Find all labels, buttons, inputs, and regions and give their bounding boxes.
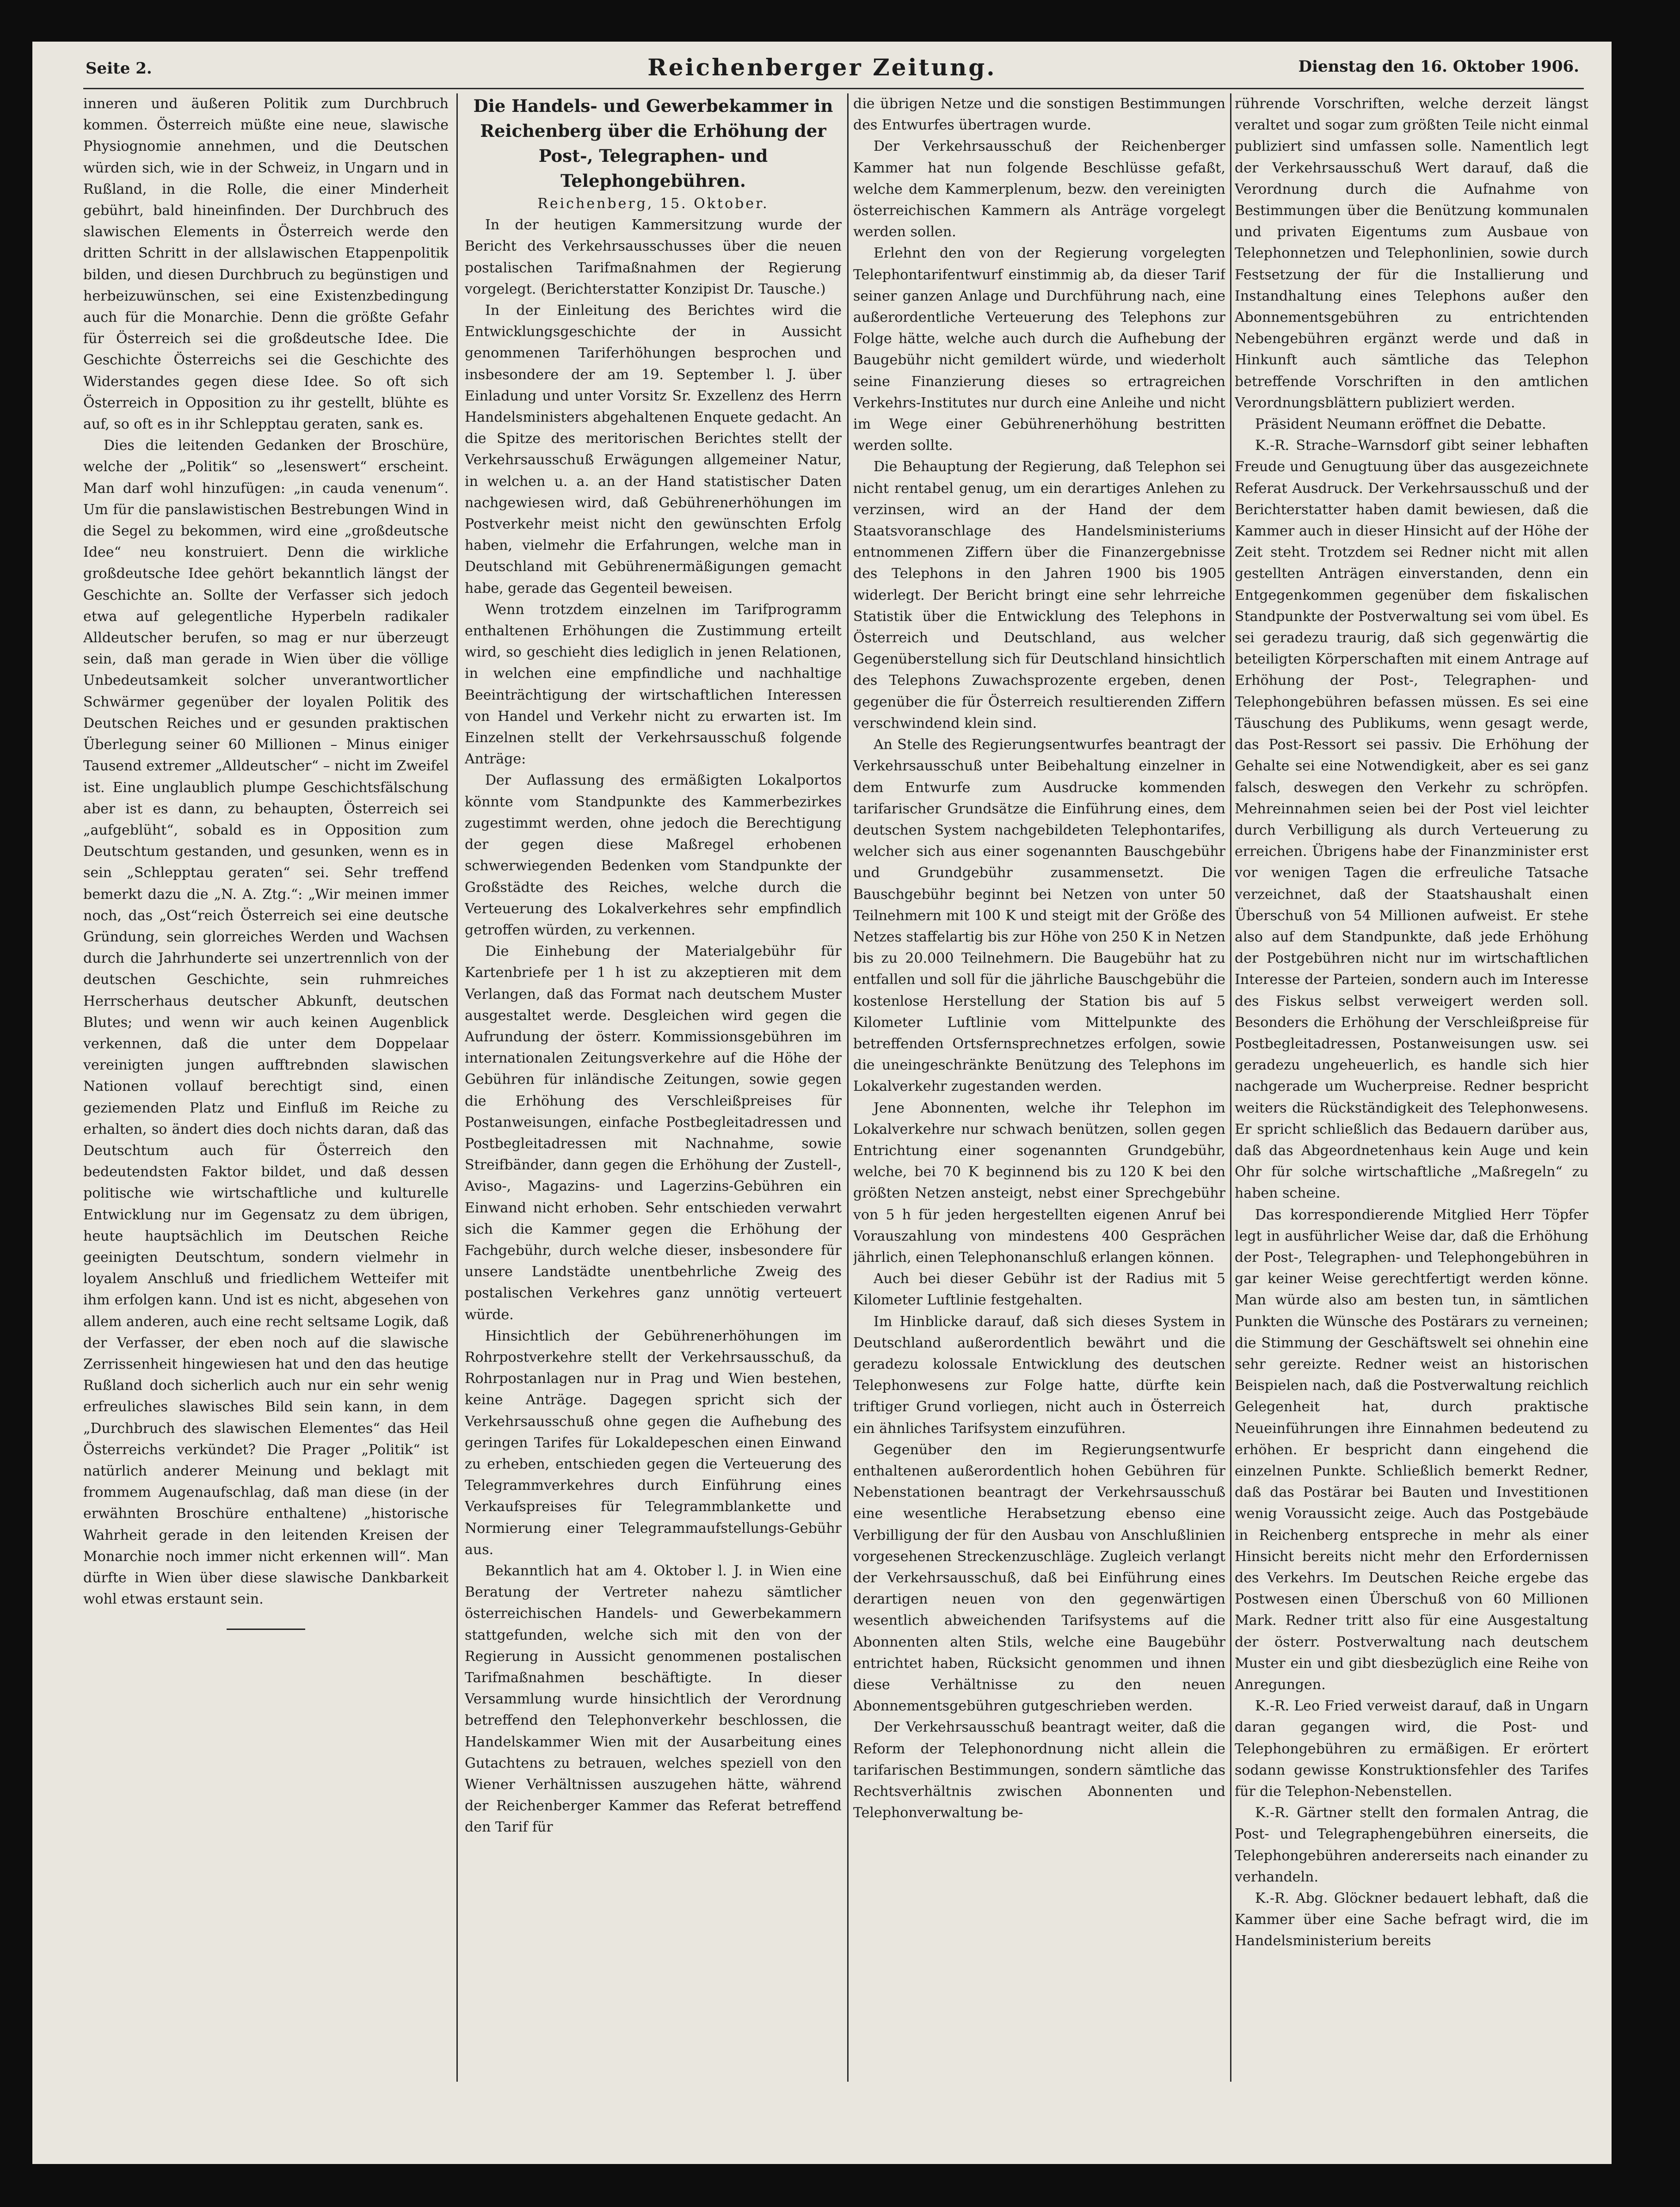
paragraph: An Stelle des Regierungsentwurfes beantragt der Verkehrsausschuß unter Beibehaltung einzelner in dem Entwurfe zum Ausdrucke kommenden tarifarischer Grundsätze die Einführung eines, dem deutschen System nachgebildeten Telephontarifes, welcher sich aus einer sogenannten Bauschgebühr und Grundgebühr zusammensetzt. Die Bauschgebühr beginnt bei Netzen von unter 50 Teilnehmern mit 100 K und steigt mit der Größe des Netzes staffelartig bis zur Höhe von 250 K in Netzen bis zu 20.000 Teilnehmern. Die Baugebühr hat zu entfallen und soll für die jährliche Bauschgebühr die kostenlose Herstellung der Station bis auf 5 Kilometer Luftlinie vom Mittelpunkte des betreffenden Ortsfernsprechnetzes erfolgen, sowie die uneingeschränkte Benützung des Telephons im Lokalverkehr zugestanden werden. <box>853 737 1225 1095</box>
column-1 <box>83 93 449 2146</box>
paragraph: Der Auflassung des ermäßigten Lokalportos könnte vom Standpunkte des Kammerbezirkes zugestimmt werden, ohne jedoch die Berechtigung der gegen diese Maßregel erhobenen schwerwiegenden Bedenken vom Standpunkte der Großstädte des Reiches, welche durch die Verteuerung des Lokalverkehres sehr empfindlich getroffen würden, zu verkennen. <box>465 772 842 938</box>
paragraph: Hinsichtlich der Gebührenerhöhungen im Rohrpostverkehre stellt der Verkehrsausschuß, da Rohrpostanlagen nur in Prag und Wien bestehen, keine Anträge. Dagegen spricht sich der Verkehrsausschuß ohne gegen die Aufhebung des geringen Tarifes für Lokaldepeschen einen Einwand zu erheben, entschieden gegen die Verteuerung des Telegrammverkehres durch Einführung eines Verkaufspreises für Telegrammblankette und Normierung einer Telegrammaufstellungs-Gebühr aus. <box>465 1328 842 1558</box>
masthead: Reichenberger Zeitung. <box>647 54 997 81</box>
paragraph: Gegenüber den im Regierungsentwurfe enthaltenen außerordentlich hohen Gebühren für Nebenstationen beantragt der Verkehrsausschuß eine wesentliche Herabsetzung ebenso eine Verbilligung der für den Ausbau von Anschlußlinien vorgesehenen Streckenzuschläge. Zugleich verlangt der Verkehrsausschuß, daß bei Einführung eines derartigen neuen von den gegenwärtigen wesentlich abweichenden Tarifsystems auf die Abonnenten alten Stils, welche eine Baugebühr entrichtet haben, Rücksicht genommen und ihnen diese Verhältnisse zu den neuen Abonnementsgebühren gutgeschrieben werden. <box>853 1441 1225 1715</box>
newspaper-page <box>32 42 1612 2164</box>
column-separator <box>1230 93 1231 2082</box>
end-rule <box>227 1629 305 1630</box>
column-3 <box>853 93 1225 2146</box>
paragraph: K.-R. Gärtner stellt den formalen Antrag, die Post- und Telegraphengebühren einerseits, die Telephongebühren andererseits nach einander zu verhandeln. <box>1235 1805 1588 1885</box>
column-separator <box>847 93 849 2082</box>
paragraph: In der Einleitung des Berichtes wird die Entwicklungsgeschichte der in Aussicht genommenen Tariferhöhungen besprochen und insbesondere der am 19. September l. J. über Einladung und unter Vorsitz Sr. Exzellenz des Herrn Handelsministers abgehaltenen Enquete gedacht. An die Spitze des meritorischen Berichtes stellt der Verkehrsausschuß Erwägungen allgemeiner Natur, in welchen u. a. an der Hand statistischer Daten nachgewiesen wird, daß Gebührenerhöhungen im Postverkehr meist nicht den gewünschten Erfolg haben, vielmehr die Erfahrungen, welche man in Deutschland mit Gebührenermäßigungen gemacht habe, gerade das Gegenteil beweisen. <box>465 302 842 596</box>
paragraph: Wenn trotzdem einzelnen im Tarifprogramm enthaltenen Erhöhungen die Zustimmung erteilt wird, so geschieht dies lediglich in jenen Relationen, in welchen eine empfindliche und nachhaltige Beeinträchtigung der wirtschaftlichen Interessen von Handel und Verkehr nicht zu erwarten ist. Im Einzelnen stellt der Verkehrsausschuß folgende Anträge: <box>465 601 842 768</box>
header-rule <box>83 88 1584 89</box>
paragraph: rührende Vorschriften, welche derzeit längst veraltet und sogar zum größten Teile nicht einmal publiziert sind umfassen solle. Namentlich legt der Verkehrsausschuß Wert darauf, daß die Verordnung durch die Aufnahme von Bestimmungen über die Benützung kommunalen und privaten Eigentums zum Ausbaue von Telephonnetzen und Telephonlinien, sowie durch Festsetzung der für die Installierung und Instandhaltung eines Telephons außer den Abonnementsgebühren zu entrichtenden Nebengebühren ergänzt werde und daß in Hinkunft auch sämtliche das Telephon betreffende Vorschriften in den amtlichen Verordnungsblättern publiziert werden. <box>1235 96 1588 411</box>
page-number: Seite 2. <box>86 59 152 78</box>
column-separator <box>456 93 458 2082</box>
paragraph: inneren und äußeren Politik zum Durchbruch kommen. Österreich müßte eine neue, slawische Physiognomie annehmen, und die Deutschen würden sich, wie in der Schweiz, in Ungarn und in Rußland, in die Rolle, die einer Minderheit gebührt, bald hineinfinden. Der Durchbruch des slawischen Elements in Österreich werde den dritten Schritt in der allslawischen Etappenpolitik bilden, und diesen Durchbruch zu begünstigen und herbeizuwünschen, sei eine Existenzbedingung auch für die Monarchie. Denn die größte Gefahr für Österreich sei die großdeutsche Idee. Die Geschichte Österreichs sei die Geschichte des Widerstandes gegen diese Idee. So oft sich Österreich in Opposition zu ihr gestellt, blühte es auf, so oft es in ihr Schlepptau geraten, sank es. <box>83 96 449 433</box>
paragraph: die übrigen Netze und die sonstigen Bestimmungen des Entwurfes übertragen wurde. <box>853 96 1225 134</box>
paragraph: Präsident Neumann eröffnet die Debatte. <box>1255 416 1546 433</box>
paragraph: Der Verkehrsausschuß beantragt weiter, daß die Reform der Telephonordnung nicht allein die tarifarischen Bestimmungen, sondern sämtliche das Rechtsverhältnis zwischen Abonnenten und Telephonverwaltung be- <box>853 1719 1225 1821</box>
article-dateline: Reichenberg, 15. Oktober. <box>537 196 769 212</box>
paragraph: Im Hinblicke darauf, daß sich dieses System in Deutschland außerordentlich bewährt und die geradezu kolossale Entwicklung des deutschen Telephonwesens zur Folge hatte, dürfte kein triftiger Grund vorliegen, nicht auch in Österreich ein ähnliches Tarifsystem einzuführen. <box>853 1313 1225 1437</box>
article-headline: Die Handels- und Gewerbekammer in Reichenberg über die Erhöhung der Post-, Telegraphen- und Telephongebühren. <box>473 96 833 191</box>
paragraph: Auch bei dieser Gebühr ist der Radius mit 5 Kilometer Luftlinie festgehalten. <box>853 1271 1225 1309</box>
paragraph: Jene Abonnenten, welche ihr Telephon im Lokalverkehre nur schwach benützen, sollen gegen Entrichtung einer sogenannten Grundgebühr, welche, bei 70 K beginnend bis zu 120 K bei den größten Netzen ansteigt, nebst einer Sprechgebühr von 5 h für jeden hergestellten eigenen Anruf bei Vorauszahlung von mindestens 400 Gesprächen jährlich, einen Telephonanschluß erlangen können. <box>853 1100 1225 1266</box>
paragraph: Dies die leitenden Gedanken der Broschüre, welche der „Politik“ so „lesenswert“ erscheint. Man darf wohl hinzufügen: „in cauda venenum“. Um für die panslawistischen Bestrebungen Wind in die Segel zu bekommen, wird eine „großdeutsche Idee“ neu konstruiert. Denn die wirkliche großdeutsche Idee gehört bekanntlich längst der Geschichte an. Sollte der Verfasser sich jedoch etwa auf gelegentliche Hyperbeln radikaler Alldeutscher berufen, so mag er nur überzeugt sein, daß man gerade in Wien über die völlige Unbedeutsamkeit solcher unverantwortlicher Schwärmer gegenüber der loyalen Politik des Deutschen Reiches und er gesunden praktischen Überlegung seiner 60 Millionen – Minus einiger Tausend extremer „Alldeutscher“ – nicht im Zweifel ist. Eine unglaublich plumpe Geschichtsfälschung aber ist es dann, zu behaupten, Österreich sei „aufgeblüht“, sobald es in Opposition zum Deutschtum gestanden, und gesunken, wenn es in sein „Schlepptau geraten“ sei. Sehr treffend bemerkt dazu die „N. A. Ztg.“: „Wir meinen immer noch, das „Ost“reich Österreich sei eine deutsche Gründung, sein glorreiches Werden und Wachsen durch die Jahrhunderte sei unzertrennlich von der deutschen Geschichte, sein ruhmreiches Herrscherhaus deutscher Abkunft, deutschen Blutes; und wenn wir auch keinen Augenblick verkennen, daß die unter dem Doppelaar vereinigten jungen aufftrebnden slawischen Nationen vollauf berechtigt sind, einen geziemenden Platz und Einfluß im Reiche zu erhalten, so ändert dies doch nichts daran, daß das Deutschtum auch für Österreich den bedeutendsten Faktor bildet, und daß dessen politische wie wirtschaftliche und kulturelle Entwicklung nur im Gegensatz zu dem übrigen, heute hauptsächlich im Deutschen Reiche geeinigten Deutschtum, sondern vielmehr in loyalem Anschluß und friedlichem Wetteifer mit ihm erfolgen kann. Und ist es nicht, abgesehen von allem anderen, auch eine recht seltsame Logik, daß der Verfasser, der eben noch auf die slawische Zerrissenheit hingewiesen hat und den das heutige Rußland doch sicherlich auch nur ein sehr wenig erfreuliches slawisches Bild sein kann, in dem „Durchbruch des slawischen Elementes“ das Heil Österreichs verkündet? Die Prager „Politik“ ist natürlich anderer Meinung und beklagt mit frommem Augenaufschlag, daß man diese (in der erwähnten Broschüre enthaltene) „historische Wahrheit gerade in den leitenden Kreisen der Monarchie noch immer nicht erkennen will“. Man dürfte in Wien über diese slawische Dankbarkeit wohl etwas erstaunt sein. <box>83 437 449 1608</box>
paragraph: Der Verkehrsausschuß der Reichenberger Kammer hat nun folgende Beschlüsse gefaßt, welche dem Kammerplenum, bezw. den vereinigten österreichischen Kammern als Anträge vorgelegt werden sollen. <box>853 138 1225 240</box>
paragraph: K.-R. Leo Fried verweist darauf, daß in Ungarn daran gegangen wird, die Post- und Telephongebühren zu ermäßigen. Er erörtert sodann gewisse Konstruktionsfehler des Tarifes für die Telephon-Nebenstellen. <box>1235 1698 1588 1800</box>
paragraph: Bekanntlich hat am 4. Oktober l. J. in Wien eine Beratung der Vertreter nahezu sämtlicher österreichischen Handels- und Gewerbekammern stattgefunden, welche sich mit den von der Regierung in Aussicht genommenen postalischen Tarifmaßnahmen beschäftigte. In dieser Versammlung wurde hinsichtlich der Verordnung betreffend den Telephonverkehr beschlossen, die Handelskammer Wien mit der Ausarbeitung eines Gutachtens zu betrauen, welches speziell von den Wiener Verhältnissen auszugehen hätte, während der Reichenberger Kammer das Referat betreffend den Tarif für <box>465 1563 842 1836</box>
column-4 <box>1235 93 1588 2146</box>
paragraph: Die Behauptung der Regierung, daß Telephon sei nicht rentabel genug, um ein derartiges Anlehen zu verzinsen, wird an der Hand der dem Staatsvoranschlage des Handelsministeriums entnommenen Ziffern über die Finanzergebnisse des Telephons in den Jahren 1900 bis 1905 widerlegt. Der Bericht bringt eine sehr lehrreiche Statistik über die Entwicklung des Telephons in Österreich und Deutschland, aus welcher Gegenüberstellung sich für Deutschland hinsichtlich des Telephons Zuwachsprozente ergeben, denen gegenüber die für Österreich resultierenden Ziffern verschwindend klein sind. <box>853 459 1225 732</box>
paragraph: K.-R. Abg. Glöckner bedauert lebhaft, daß die Kammer über eine Sache befragt wird, die im Handelsministerium bereits <box>1235 1890 1588 1949</box>
paragraph: In der heutigen Kammersitzung wurde der Bericht des Verkehrsausschusses über die neuen postalischen Tarifmaßnahmen der Regierung vorgelegt. (Berichterstatter Konzipist Dr. Tausche.) <box>465 217 842 297</box>
paragraph: Die Einhebung der Materialgebühr für Kartenbriefe per 1 h ist zu akzeptieren mit dem Verlangen, daß das Format nach deutschem Muster ausgestaltet werde. Desgleichen wird gegen die Aufrundung der österr. Kommissionsgebühren im internationalen Zeitungsverkehre auf die Höhe der Gebühren für inländische Zeitungen, sowie gegen die Erhöhung des Verschleißpreises für Postanweisungen, einfache Postbegleitadressen und Postbegleitadressen mit Nachnahme, sowie Streifbänder, dann gegen die Erhöhung der Zustell-, Aviso-, Magazins- und Lagerzins-Gebühren ein Einwand nicht erhoben. Sehr entschieden verwahrt sich die Kammer gegen die Erhöhung der Fachgebühr, durch welche dieser, insbesondere für unsere Landstädte unentbehrliche Zweig des postalischen Verkehres ganz unnötig verteuert würde. <box>465 943 842 1323</box>
column-2 <box>465 93 842 2146</box>
paragraph: Erlehnt den von der Regierung vorgelegten Telephontarifentwurf einstimmig ab, da dieser Tarif seiner ganzen Anlage und Durchführung nach, eine außerordentliche Verteuerung des Telephons zur Folge hätte, welche auch durch die Aufhebung der Baugebühr nicht gemildert würde, und wiederholt seine Finanzierung dieses so ertragreichen Verkehrs-Institutes nur durch eine Anleihe und nicht im Wege einer Gebührenerhöhung bestritten werden sollte. <box>853 245 1225 454</box>
paragraph: Das korrespondierende Mitglied Herr Töpfer legt in ausführlicher Weise dar, daß die Erhöhung der Post-, Telegraphen- und Telephongebühren in gar keiner Weise gerechtfertigt werden könne. Man würde also am besten tun, in sämtlichen Punkten die Wünsche des Postärars zu verneinen; die Stimmung der Geschäftswelt sei ohnehin eine sehr gereizte. Redner weist an historischen Beispielen nach, daß die Postverwaltung reichlich Gelegenheit hat, durch praktische Neueinführungen ihre Einnahmen bedeutend zu erhöhen. Er bespricht dann eingehend die einzelnen Punkte. Schließlich bemerkt Redner, daß das Postärar bei Bauten und Investitionen wenig Voraussicht zeige. Auch das Postgebäude in Reichenberg entspreche in mehr als einer Hinsicht bereits nicht mehr den Erfordernissen des Verkehrs. Im Deutschen Reiche ergebe das Postwesen einen Überschuß von 60 Millionen Mark. Redner tritt also für eine Ausgestaltung der österr. Postverwaltung nach deutschem Muster ein und gibt diesbezüglich eine Reihe von Anregungen. <box>1235 1206 1588 1693</box>
issue-date: Dienstag den 16. Oktober 1906. <box>1298 57 1579 76</box>
paragraph: K.-R. Strache–Warnsdorf gibt seiner lebhaften Freude und Genugtuung über das ausgezeichnete Referat Ausdruck. Der Verkehrsausschuß und der Berichterstatter haben damit bewiesen, daß die Kammer auch in dieser Hinsicht auf der Höhe der Zeit steht. Trotzdem sei Redner nicht mit allen gestellten Anträgen einverstanden, denn ein Entgegenkommen gegenüber dem fiskalischen Standpunkte der Postverwaltung sei vom übel. Es sei geradezu traurig, daß sich gegenwärtig die beteiligten Körperschaften mit einem Antrage auf Erhöhung der Post-, Telegraphen- und Telephongebühren befassen müssen. Es sei eine Täuschung des Publikums, wenn gesagt werde, das Post-Ressort sei passiv. Die Erhöhung der Gehalte sei eine Notwendigkeit, aber es sei ganz falsch, deswegen den Verkehr zu schröpfen. Mehreinnahmen seien bei der Post viel leichter durch Verbilligung als durch Verteuerung zu erreichen. Übrigens habe der Finanzminister erst vor wenigen Tagen die erfreuliche Tatsache verzeichnet, daß der Staatshaushalt einen Überschuß von 54 Millionen aufweist. Er stehe also auf dem Standpunkte, daß jede Erhöhung der Postgebühren nicht nur im wirtschaftlichen Interesse der Parteien, sondern auch im Interesse des Fiskus selbst verweigert werden soll. Besonders die Erhöhung der Verschleißpreise für Postbegleitadressen, Postanweisungen usw. sei geradezu ungeheuerlich, es handle sich hier nachgerade um Wucherpreise. Redner bespricht weiters die Rückständigkeit des Telephonwesens. Er spricht schließlich das Bedauern darüber aus, daß das Abgeordnetenhaus kein Auge und kein Ohr für solche wirtschaftliche „Maßregeln“ zu haben scheine. <box>1235 437 1588 1202</box>
